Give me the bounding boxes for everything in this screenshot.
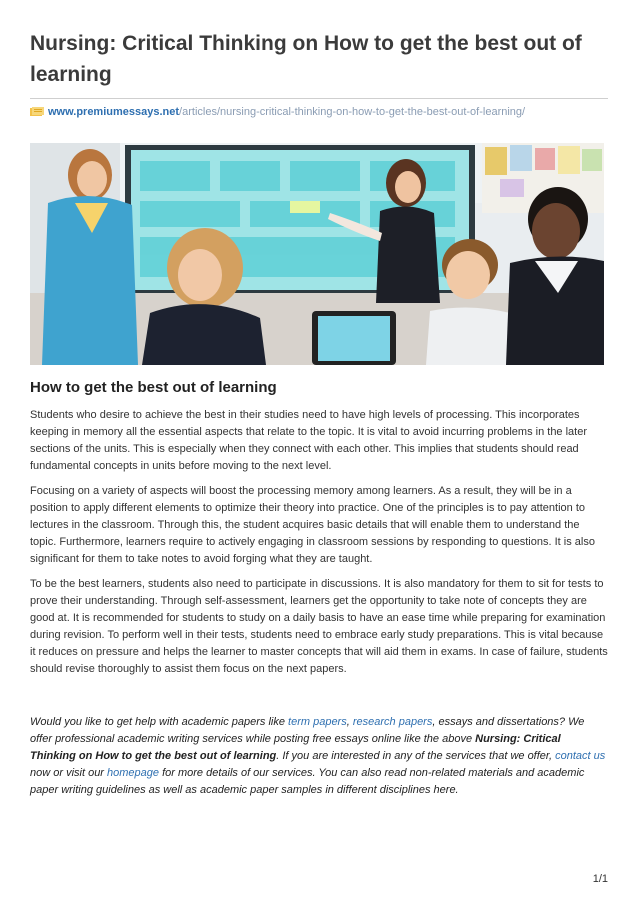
promo-paragraph [30,714,608,799]
homepage-link[interactable]: homepage [107,767,160,779]
promo-text-3: . If you are interested in any of the services that we offer, [276,750,556,762]
promo-sep-1: , [346,716,353,728]
promo-text-1: Would you like to get help with academic papers like [30,716,289,728]
article-heading: How to get the best out of learning [30,379,277,396]
document-page [30,28,608,799]
promo-text-4: now or visit our [30,767,108,779]
research-papers-link[interactable]: research papers [352,716,433,728]
bookmark-icon [30,107,44,117]
promo-text-5: for more details of our services. You can also read non-related materials and academic paper writing guidelines as well as academic paper samples in different disciplines here. [30,767,585,796]
contact-us-link[interactable]: contact us [555,750,606,762]
page-title: Nursing: Critical Thinking on How to get the best out of learning [30,32,582,86]
promo-text-2: , essays and dissertations? We offer professional academic writing services while posting free essays online like the above [30,716,585,745]
classroom-photo [30,143,604,365]
article-paragraph-1: Students who desire to achieve the best in their studies need to have high levels of processing. This incorporates keeping in memory all the essential aspects that relate to the topic. It is vital to avoid incurring problems in the later sections of the units. This is especially when they connect with each other. This implies that students should read fundamental concepts in units before moving to the next level. [30,409,588,472]
page-number: 1/1 [592,873,608,885]
title-divider [30,98,608,99]
promo-bold-title: Nursing: Critical Thinking on How to get the best out of learning [30,733,561,762]
source-domain-link[interactable]: www.premiumessays.net [48,106,180,118]
article-paragraph-2: Focusing on a variety of aspects will boost the processing memory among learners. As a result, they will be in a position to apply different elements to optimize their theory into practice. One of the principles is to pay attention to lectures in the classroom. Through this, the student acquires basic details that will enable them to understand the topic. Furthermore, learners require to actively engaging in classroom sessions by responding to questions. It is also significant for them to take notes to avoid forging what they are taught. [30,485,595,565]
source-path-link[interactable]: /articles/nursing-critical-thinking-on-how-to-get-the-best-out-of-learning/ [179,106,526,118]
term-papers-link[interactable]: term papers [288,716,347,728]
source-url[interactable] [30,105,608,119]
article-paragraph-3: To be the best learners, students also need to participate in discussions. It is also mandatory for them to sit for tests to prove their understanding. Through self-assessment, learners get the opportunity to take note of concepts they are good at. It is recommended for students to study on a daily basis to have an ease time while preparing for examination during revision. To perform well in their tests, students need to embrace early study preparations. This is vital because it reduces on pressure and helps the learner to master concepts that will aid them in exams. In case of failure, students should revise thoroughly to assist them focus on the next papers. [30,578,608,675]
